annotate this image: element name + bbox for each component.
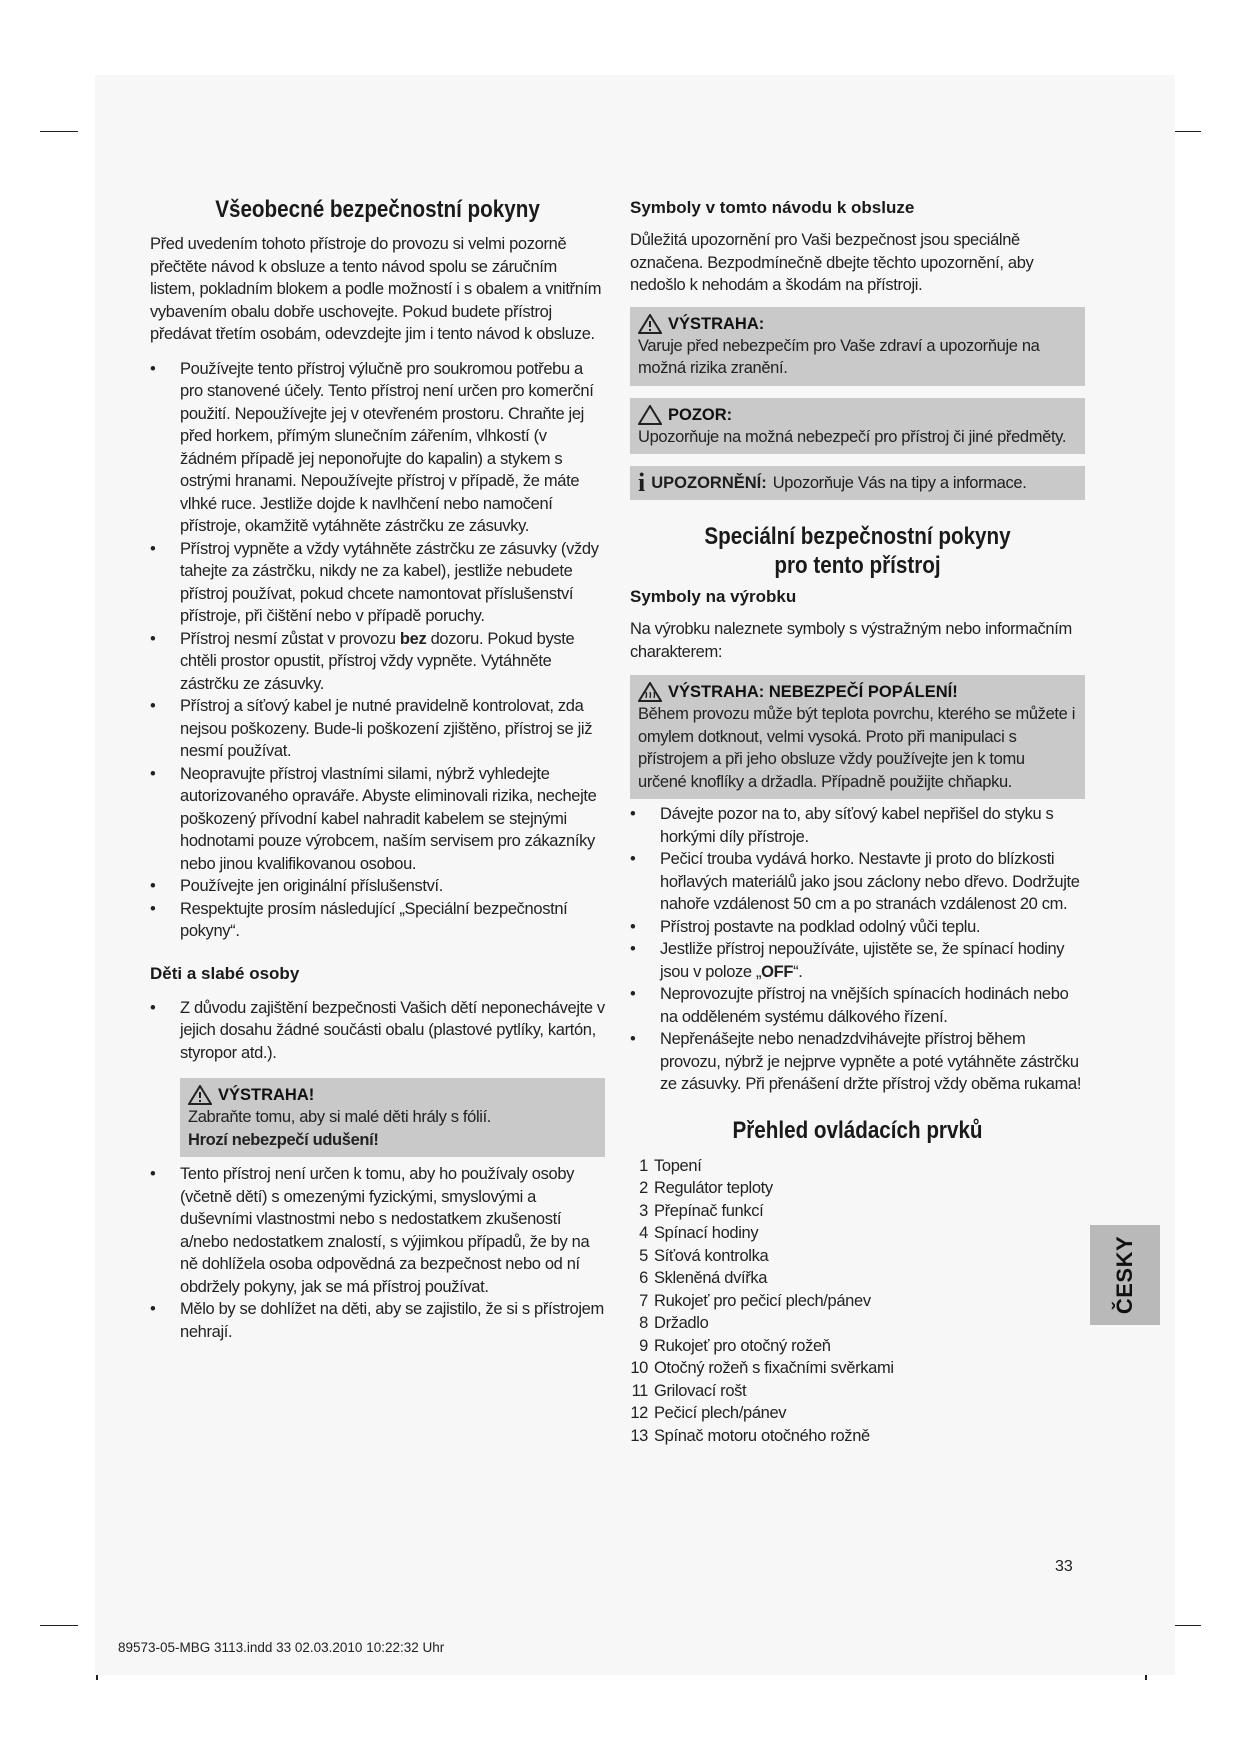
control-label: Topení	[654, 1156, 702, 1175]
control-label: Spínač motoru otočného rožně	[654, 1426, 870, 1445]
special-safety-title: Speciální bezpečnostní pokyny pro tento přístroj	[704, 523, 1011, 579]
control-item	[630, 1155, 1085, 1178]
list-item: • Přístroj a síťový kabel je nutné pravidelně kontrolovat, zda nejsou poškozeny. Bude-li poškození zjištěno, přístroj se již nesmí používat.	[150, 695, 605, 763]
list-item: • Mělo by se dohlížet na děti, aby se zajistilo, že si s přístrojem nehrají.	[150, 1298, 605, 1343]
control-number: 12	[630, 1404, 648, 1422]
control-label: Otočný rožeň s fixačními svěrkami	[654, 1359, 894, 1377]
control-item	[630, 1312, 1085, 1335]
controls-list	[630, 1155, 1085, 1448]
language-tab	[1090, 1225, 1160, 1325]
control-number: 1	[639, 1156, 648, 1175]
control-number: 6	[639, 1269, 648, 1287]
crop-mark	[40, 1625, 78, 1626]
control-label: Spínací hodiny	[654, 1224, 759, 1242]
right-column	[630, 197, 1085, 1447]
control-item	[630, 1402, 1085, 1425]
crop-mark	[40, 131, 78, 132]
control-number: 7	[639, 1291, 648, 1310]
list-item: • Tento přístroj není určen k tomu, aby ho používaly osoby (včetně dětí) s omezenými fyzickými, smyslovými a duševními vlastnostmi nebo s nedostatkem zkušeností a/nebo nedostatkem znalostí, s výjimkou případů, že by na ně dohlížela osoba odpovědná za bezpečnost nebo od ní obdržely pokyny, jak se má přístroj používat.	[150, 1163, 605, 1298]
control-number: 8	[639, 1314, 648, 1332]
list-item: • Používejte tento přístroj výlučně pro soukromou potřebu a pro stanovené účely. Tento přístroj není určen pro komerční použití. Nepoužívejte jej v otevřeném prostoru. Chraňte jej před horkem, přímým slunečním zářením, vlhkostí (v žádném případě jej neponořujte do kapalin) a stykem s ostrými hranami. Nepoužívejte přístroj v případě, že máte vlhké ruce. Jestliže dojde k navlhčení nebo namočení přístroje, okamžitě vytáhněte zástrčku ze zásuvky.	[150, 358, 605, 538]
warning-box-emphasis: Hrozí nebezpečí udušení!	[188, 1130, 379, 1149]
list-item: • Neprovozujte přístroj na vnějších spínacích hodinách nebo na odděleném systému dálkového řízení.	[630, 983, 1085, 1028]
control-label: Grilovací rošt	[654, 1381, 747, 1400]
children-list-2	[150, 1163, 605, 1343]
box-vystraha-title: VÝSTRAHA:	[638, 313, 1077, 335]
page-number: 33	[1055, 1558, 1073, 1575]
list-item: • Používejte jen originální příslušenství.	[150, 875, 605, 898]
general-safety-intro: Před uvedením tohoto přístroje do provozu si velmi pozorně přečtěte návod k obsluze a tento návod spolu se záručním listem, pokladním blokem a podle možností i s obalem a vnitřním vybavením obalu dobře uschovejte. Pokud budete přístroj předávat třetím osobám, odevzdejte jim i tento návod k obsluze.	[150, 235, 602, 343]
left-column	[150, 195, 605, 1343]
controls-title: Přehled ovládacích prvků	[732, 1116, 983, 1144]
list-item: • Nepřenášejte nebo nenadzdvihávejte přístroj během provozu, nýbrž je nejprve vypněte a poté vytáhněte zástrčku ze zásuvky. Při přenášení držte přístroj vždy oběma rukama!	[630, 1028, 1085, 1096]
print-footer: 89573-05-MBG 3113.indd 33 02.03.2010 10:22:32 Uhr	[118, 1640, 445, 1655]
box-pozor-title: POZOR:	[638, 404, 1077, 426]
control-label: Síťová kontrolka	[654, 1246, 769, 1265]
control-number: 10	[630, 1359, 648, 1377]
box-vystraha-text: Varuje před nebezpečím pro Vaše zdraví a upozorňuje na možná rizika zranění.	[638, 336, 1040, 377]
box-vystraha	[630, 307, 1085, 386]
special-safety-list	[630, 803, 1085, 1096]
warning-triangle-icon	[188, 1085, 212, 1105]
control-item	[630, 1222, 1085, 1245]
list-item: • Pečicí trouba vydává horko. Nestavte ji proto do blízkosti hořlavých materiálů jako jsou záclony nebo dřevo. Dodržujte nahoře vzdálenost 50 cm a po stranách vzdálenost 20 cm.	[630, 848, 1085, 916]
general-safety-list	[150, 358, 605, 943]
children-list	[150, 997, 605, 1065]
control-item	[630, 1200, 1085, 1223]
control-item	[630, 1357, 1085, 1380]
caution-triangle-icon	[638, 405, 662, 425]
control-label: Držadlo	[654, 1314, 709, 1332]
burn-warning-text: Během provozu může být teplota povrchu, kterého se můžete i omylem dotknout, velmi vysoká. Proto při manipulaci s přístrojem a při jeho obsluze vždy používejte jen k tomu určené knoflíky a držadla. Případně použijte chňapku.	[638, 705, 1076, 791]
product-symbols-intro: Na výrobku naleznete symboly s výstražným nebo informačním charakterem:	[630, 620, 1072, 661]
control-label: Pečicí plech/pánev	[654, 1404, 787, 1422]
language-tab-label: ČESKY	[1112, 1235, 1137, 1315]
control-number: 4	[639, 1224, 648, 1242]
control-label: Přepínač funkcí	[654, 1201, 764, 1220]
symbols-heading: Symboly v tomto návodu k obsluze	[630, 198, 915, 217]
control-number: 11	[631, 1381, 648, 1400]
control-label: Rukojeť pro pečicí plech/pánev	[654, 1291, 871, 1310]
control-number: 5	[639, 1246, 648, 1265]
box-upozorneni	[630, 466, 1085, 500]
warning-box-suffocation	[180, 1078, 605, 1157]
children-heading: Děti a slabé osoby	[150, 963, 300, 983]
warning-triangle-icon	[638, 314, 662, 334]
control-number: 13	[630, 1426, 648, 1445]
list-item: • Přístroj postavte na podklad odolný vůči teplu.	[630, 916, 1085, 939]
list-item: • Přístroj vypněte a vždy vytáhněte zástrčku ze zásuvky (vždy tahejte za zástrčku, nikdy ne za kabel), jestliže nebudete přístroj používat, pokud chcete namontovat příslušenství přístroje, při čištění nebo v případě poruchy.	[150, 538, 605, 628]
control-item	[630, 1177, 1085, 1200]
info-icon: i	[638, 468, 646, 497]
list-item: • Jestliže přístroj nepoužíváte, ujistěte se, že spínací hodiny jsou v poloze „OFF“.	[630, 938, 1085, 983]
list-item: • Dávejte pozor na to, aby síťový kabel nepřišel do styku s horkými díly přístroje.	[630, 803, 1085, 848]
control-item	[630, 1335, 1085, 1358]
control-item	[630, 1380, 1085, 1403]
box-upozorneni-title: UPOZORNĚNÍ:	[651, 473, 767, 492]
control-label: Skleněná dvířka	[654, 1269, 768, 1287]
burn-warning-box	[630, 675, 1085, 799]
box-pozor	[630, 398, 1085, 455]
list-item: • Neopravujte přístroj vlastními silami, nýbrž vyhledejte autorizovaného opraváře. Abyste eliminovali rizika, nechejte poškozený přívodní kabel nahradit kabelem se stejnými hodnotami pouze výrobcem, naším servisem pro zákazníky nebo jinou kvalifikovanou osobou.	[150, 763, 605, 876]
symbols-intro: Důležitá upozornění pro Vaši bezpečnost jsou speciálně označena. Bezpodmínečně dbejte těchto upozornění, aby nedošlo k nehodám a škodám na přístroji.	[630, 231, 1034, 294]
hot-surface-icon	[638, 682, 662, 702]
control-item	[630, 1267, 1085, 1290]
list-item: • Respektujte prosím následující „Speciální bezpečnostní pokyny“.	[150, 898, 605, 943]
control-number: 2	[639, 1179, 648, 1197]
control-label: Rukojeť pro otočný rožeň	[654, 1336, 831, 1355]
control-item	[630, 1290, 1085, 1313]
control-number: 9	[639, 1336, 648, 1355]
control-item	[630, 1425, 1085, 1448]
box-pozor-text: Upozorňuje na možná nebezpečí pro přístroj či jiné předměty.	[638, 427, 1067, 446]
warning-box-title: VÝSTRAHA!	[188, 1084, 597, 1106]
control-number: 3	[639, 1201, 648, 1220]
warning-box-text: Zabraňte tomu, aby si malé děti hrály s fólií.	[188, 1108, 492, 1126]
list-item: • Z důvodu zajištění bezpečnosti Vašich dětí neponechávejte v jejich dosahu žádné součásti obalu (plastové pytlíky, kartón, styropor atd.).	[150, 997, 605, 1065]
control-item	[630, 1245, 1085, 1268]
product-symbols-heading: Symboly na výrobku	[630, 587, 797, 606]
burn-warning-title: VÝSTRAHA: NEBEZPEČÍ POPÁLENÍ!	[638, 681, 1077, 703]
list-item: • Přístroj nesmí zůstat v provozu bez dozoru. Pokud byste chtěli prostor opustit, přístroj vždy vypněte. Vytáhněte zástrčku ze zásuvky.	[150, 628, 605, 696]
control-label: Regulátor teploty	[654, 1179, 773, 1197]
box-upozorneni-text: Upozorňuje Vás na tipy a informace.	[772, 473, 1027, 492]
general-safety-title: Všeobecné bezpečnostní pokyny	[215, 196, 540, 223]
